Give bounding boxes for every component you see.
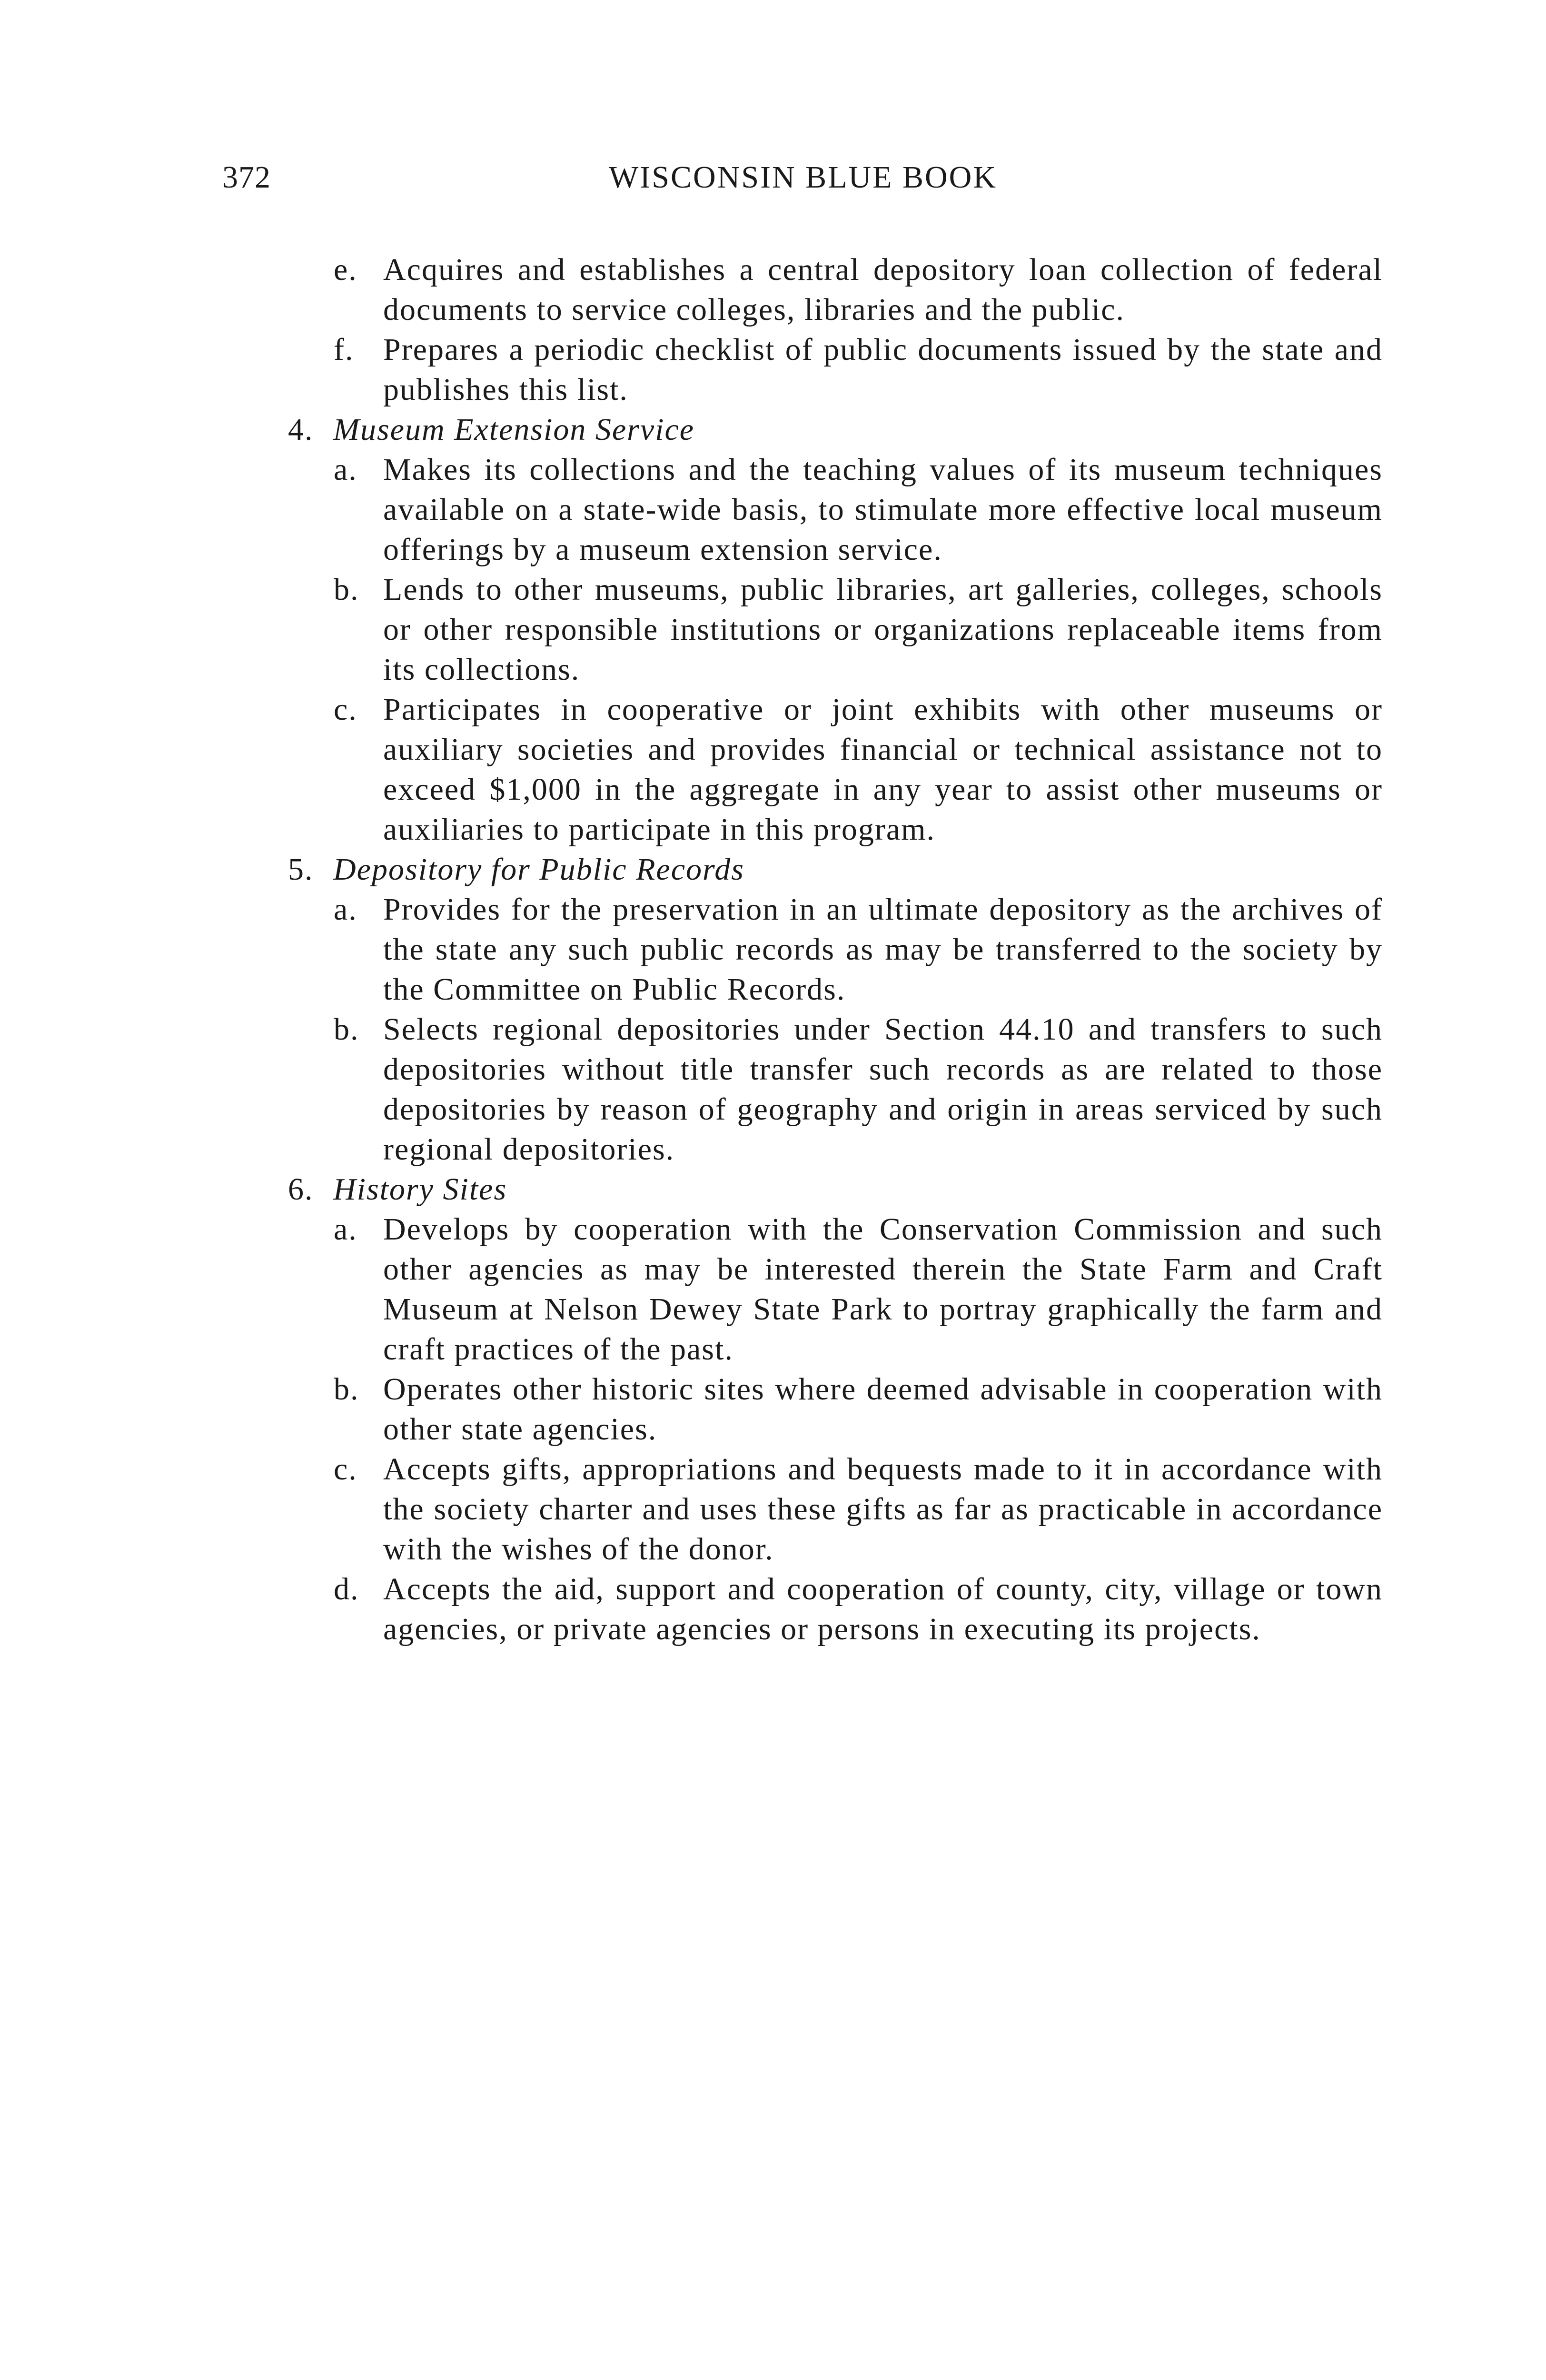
list-item — [288, 890, 1383, 1010]
list-item — [288, 1369, 1383, 1449]
item-label: b. — [334, 1012, 359, 1047]
item-label: b. — [334, 1372, 359, 1407]
item-text: Lends to other museums, public libraries, art galleries, colleges, schools or other responsible institutions or organizations replaceable items from its collections. — [383, 572, 1383, 687]
list-item — [288, 250, 1383, 330]
item-label: b. — [334, 572, 359, 607]
section-heading — [288, 1170, 1383, 1210]
list-item — [288, 1449, 1383, 1569]
section-title: Museum Extension Service — [333, 412, 695, 447]
item-text: Acquires and establishes a central depository loan collection of federal documents to service colleges, libraries and the public. — [383, 252, 1383, 327]
section-number: 5. — [288, 852, 314, 887]
section-title: History Sites — [333, 1172, 507, 1207]
section-heading — [288, 850, 1383, 890]
item-label: c. — [334, 1452, 357, 1487]
item-text: Selects regional depositories under Section 44.10 and transfers to such depositories without title transfer such records as are related to those depositories by reason of geography and origin in areas serviced by such regional depositories. — [383, 1012, 1383, 1167]
item-text: Accepts the aid, support and cooperation of county, city, village or town agencies, or private agencies or persons in executing its projects. — [383, 1572, 1383, 1646]
item-label: f. — [334, 332, 354, 367]
page-number: 372 — [222, 160, 271, 195]
list-item — [288, 1569, 1383, 1649]
section-number: 4. — [288, 412, 314, 447]
item-text: Provides for the preservation in an ultimate depository as the archives of the state any such public records as may be transferred to the society by the Committee on Public Records. — [383, 892, 1383, 1007]
item-label: e. — [334, 252, 357, 287]
body-text — [288, 250, 1383, 1649]
list-item — [288, 570, 1383, 690]
item-text: Makes its collections and the teaching values of its museum techniques available on a state-wide basis, to stimulate more effective local museum offerings by a museum extension service. — [383, 452, 1383, 567]
item-text: Prepares a periodic checklist of public documents issued by the state and publishes this list. — [383, 332, 1383, 407]
section-number: 6. — [288, 1172, 314, 1207]
item-label: a. — [334, 892, 357, 927]
list-item — [288, 1010, 1383, 1170]
item-label: c. — [334, 692, 357, 727]
item-label: d. — [334, 1572, 359, 1606]
section-heading — [288, 410, 1383, 450]
page-header — [222, 156, 1384, 199]
list-item — [288, 1210, 1383, 1369]
item-text: Develops by cooperation with the Conservation Commission and such other agencies as may be interested therein the State Farm and Craft Museum at Nelson Dewey State Park to portray graphically the farm and craft practices of the past. — [383, 1212, 1383, 1367]
item-label: a. — [334, 1212, 357, 1247]
item-label: a. — [334, 452, 357, 487]
item-text: Operates other historic sites where deemed advisable in cooperation with other state agencies. — [383, 1372, 1383, 1447]
running-title: WISCONSIN BLUE BOOK — [609, 160, 997, 195]
section-title: Depository for Public Records — [333, 852, 744, 887]
list-item — [288, 450, 1383, 570]
list-item — [288, 690, 1383, 850]
item-text: Participates in cooperative or joint exhibits with other museums or auxiliary societies and provides financial or technical assistance not to exceed $1,000 in the aggregate in any year to assist other museums or auxiliaries to participate in this program. — [383, 692, 1383, 847]
item-text: Accepts gifts, appropriations and bequests made to it in accordance with the society charter and uses these gifts as far as practicable in accordance with the wishes of the donor. — [383, 1452, 1383, 1567]
list-item — [288, 330, 1383, 410]
